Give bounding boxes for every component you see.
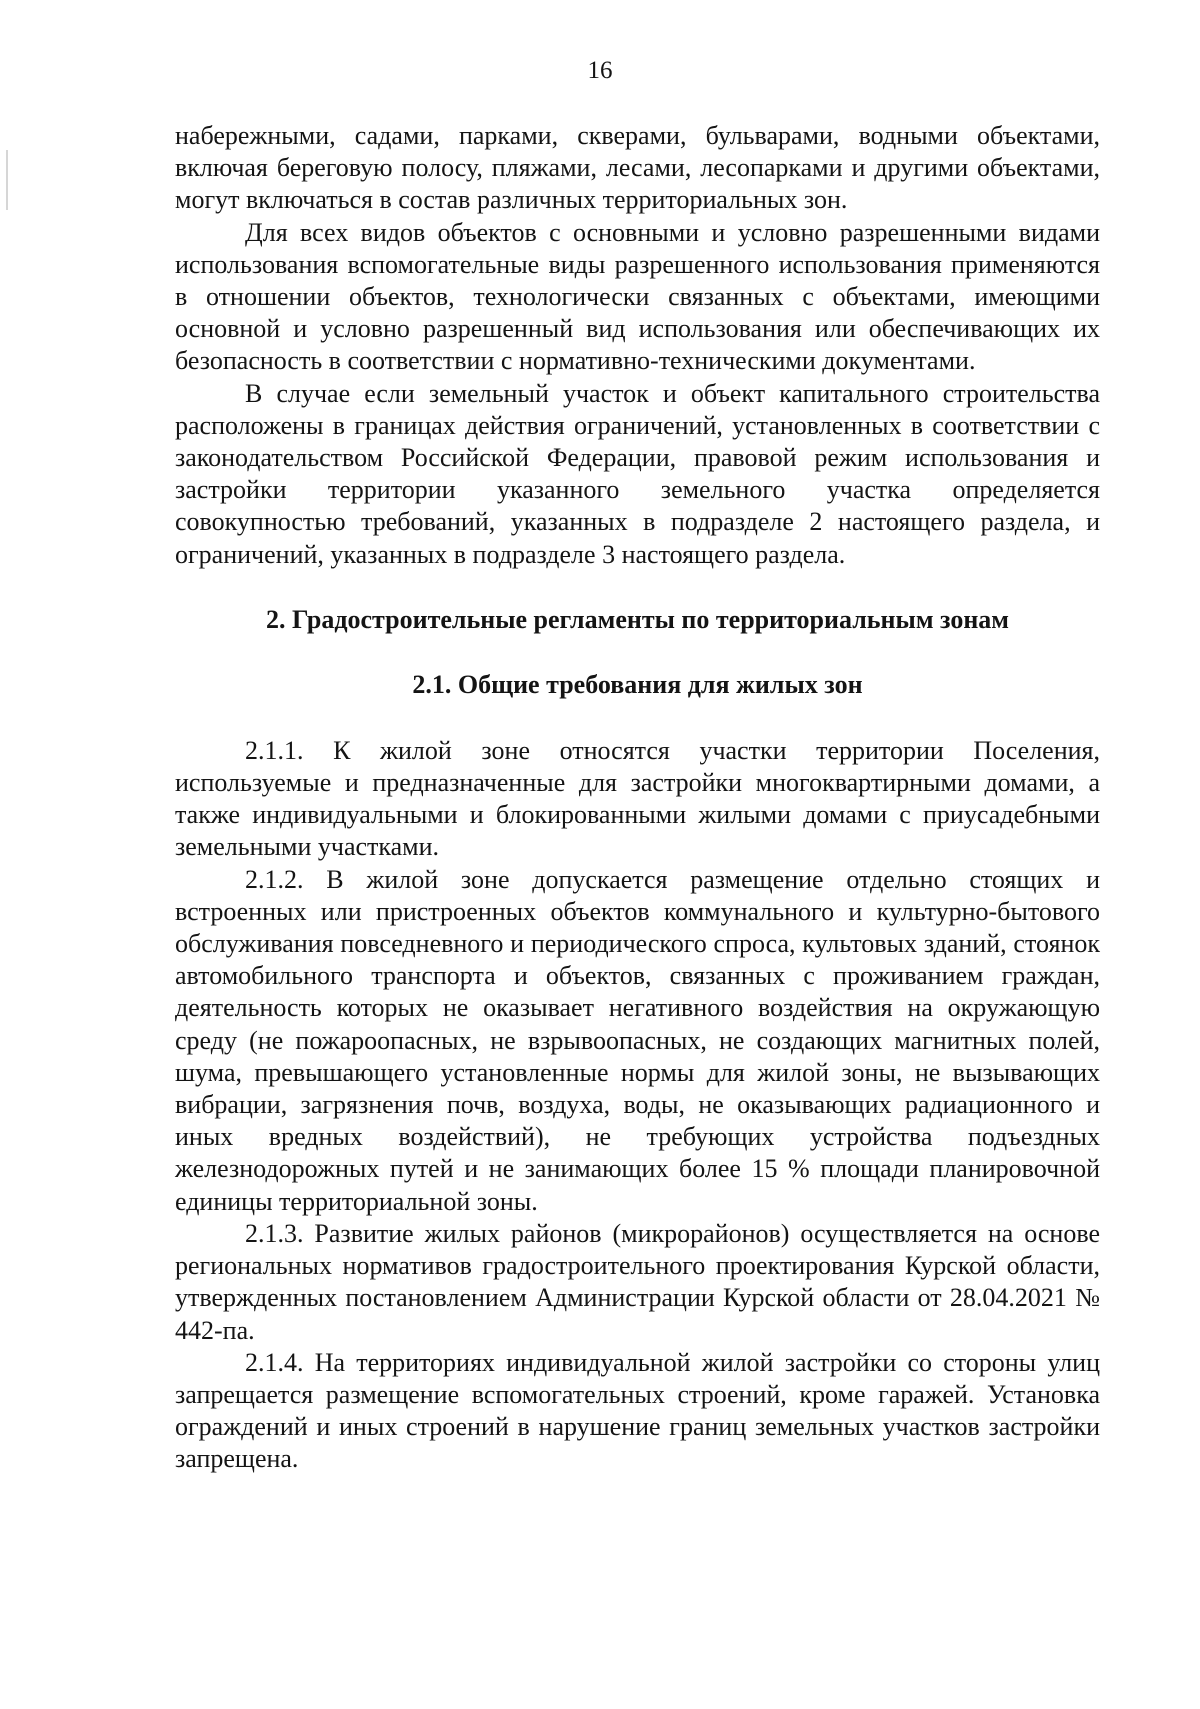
paragraph-continuation: набережными, садами, парками, скверами, бульварами, водными объектами, включая береговую полосу, пляжами, лесами, лесопарками и другими объектами, могут включаться в состав различных территориальных зон. [175,121,1100,215]
page-number: 16 [587,57,613,84]
paragraph-auxiliary-uses: Для всех видов объектов с основными и условно разрешенными видами использования вспомогательные виды разрешенного использования применяются в отношении объектов, технологически связанных с объектами, имеющими основной и условно разрешенный вид использования или обеспечивающих их безопасность в соответствии с нормативно-техническими документами. [175,217,1100,376]
subsection-heading: 2.1. Общие требования для жилых зон [412,669,863,699]
section-heading: 2. Градостроительные регламенты по территориальным зонам [265,604,1010,634]
clause-2-1-4: 2.1.4. На территориях индивидуальной жилой застройки со стороны улиц запрещается размещение вспомогательных строений, кроме гаражей. Установка ограждений и иных строений в нарушение границ земельных участков застройки запрещена. [175,1347,1100,1474]
paragraph-restrictions: В случае если земельный участок и объект капитального строительства расположены в границах действия ограничений, установленных в соответствии с законодательством Российской Федерации, правовой режим использования и застройки территории указанного земельного участка определяется совокупностью требований, указанных в подразделе 2 настоящего раздела, и ограничений, указанных в подразделе 3 настоящего раздела. [175,378,1100,569]
clause-2-1-3: 2.1.3. Развитие жилых районов (микрорайонов) осуществляется на основе региональных нормативов градостроительного проектирования Курской области, утвержденных постановлением Администрации Курской области от 28.04.2021 № 442-па. [175,1218,1100,1345]
scan-edge-mark [6,150,8,210]
page-body [175,120,1100,1476]
clause-2-1-2: 2.1.2. В жилой зоне допускается размещение отдельно стоящих и встроенных или пристроенных объектов коммунального и культурно-бытового обслуживания повседневного и периодического спроса, культовых зданий, стоянок автомобильного транспорта и объектов, связанных с проживанием граждан, деятельность которых не оказывает негативного воздействия на окружающую среду (не пожароопасных, не взрывоопасных, не создающих магнитных полей, шума, превышающего установленные нормы для жилой зоны, не вызывающих вибрации, загрязнения почв, воздуха, воды, не оказывающих радиационного и иных вредных воздействий), не требующих устройства подъездных железнодорожных путей и не занимающих более 15 % площади планировочной единицы территориальной зоны. [175,864,1100,1216]
clause-2-1-1: 2.1.1. К жилой зоне относятся участки территории Поселения, используемые и предназначенные для застройки многоквартирными домами, а также индивидуальными и блокированными жилыми домами с приусадебными земельными участками. [175,735,1100,862]
